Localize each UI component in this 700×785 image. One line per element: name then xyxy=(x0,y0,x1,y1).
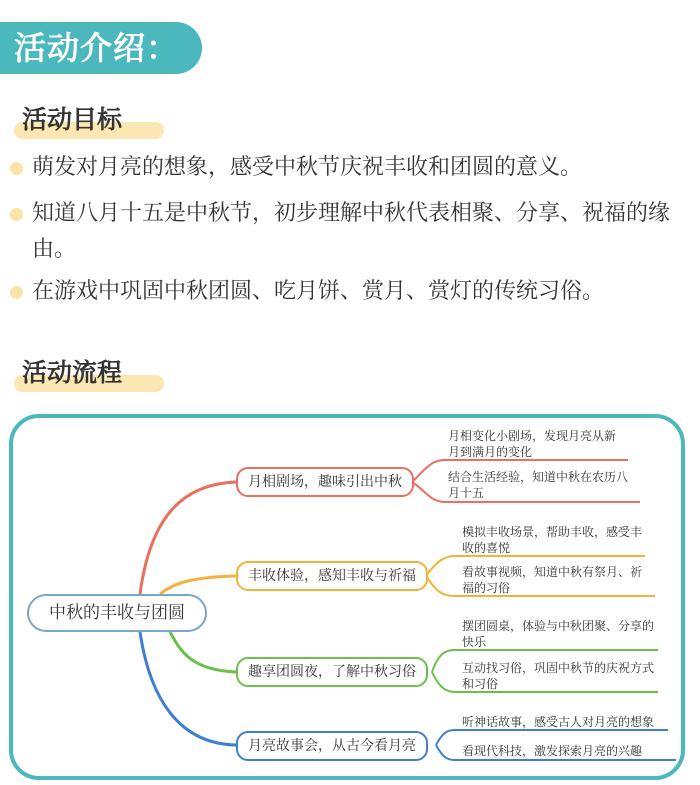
mindmap-leaf-3-2: 互动找习俗，巩固中秋节的庆祝方式和习俗 xyxy=(462,661,655,691)
connector-branch-3 xyxy=(170,632,236,672)
mindmap-leaf-1-2: 结合生活经验，知道中秋在农历八月十五 xyxy=(448,470,629,500)
mindmap-branch-3: 趣享团圆夜，了解中秋习俗 xyxy=(236,657,428,687)
page-title: 活动介绍： xyxy=(14,29,180,67)
goal-text: 知道八月十五是中秋节，初步理解中秋代表相聚、分享、祝福的缘由。 xyxy=(32,201,671,262)
mindmap-leaf-3-1: 摆团圆桌，体验与中秋团聚、分享的快乐 xyxy=(462,619,655,649)
connector-branch-2 xyxy=(160,576,236,594)
mindmap-center-node: 中秋的丰收与团圆 xyxy=(27,594,207,632)
mindmap-branch-2: 丰收体验，感知丰收与祈福 xyxy=(236,561,428,591)
section-heading-goals-text: 活动目标 xyxy=(22,105,123,134)
mindmap-leaf-4-1: 听神话故事，感受古人对月亮的想象 xyxy=(462,715,655,729)
mindmap-leaf-1-1: 月相变化小剧场，发现月亮从新月到满月的变化 xyxy=(448,429,617,459)
mindmap-branch-1: 月相剧场，趣味引出中秋 xyxy=(236,467,414,497)
mindmap-leaf-4-2: 看现代科技，激发探索月亮的兴趣 xyxy=(462,744,643,758)
mindmap-leaf-2-2: 看故事视频，知道中秋有祭月、祈福的习俗 xyxy=(462,565,643,595)
section-heading-process-text: 活动流程 xyxy=(22,358,123,387)
connector-branch-4 xyxy=(140,632,236,745)
mindmap-branch-4: 月亮故事会，从古今看月亮 xyxy=(236,731,428,761)
mindmap-leaf-2-1: 模拟丰收场景，帮助丰收，感受丰收的喜悦 xyxy=(462,525,643,555)
goal-text: 在游戏中巩固中秋团圆、吃月饼、赏月、赏灯的传统习俗。 xyxy=(32,279,605,304)
goal-text: 萌发对月亮的想象，感受中秋节庆祝丰收和团圆的意义。 xyxy=(32,155,583,180)
